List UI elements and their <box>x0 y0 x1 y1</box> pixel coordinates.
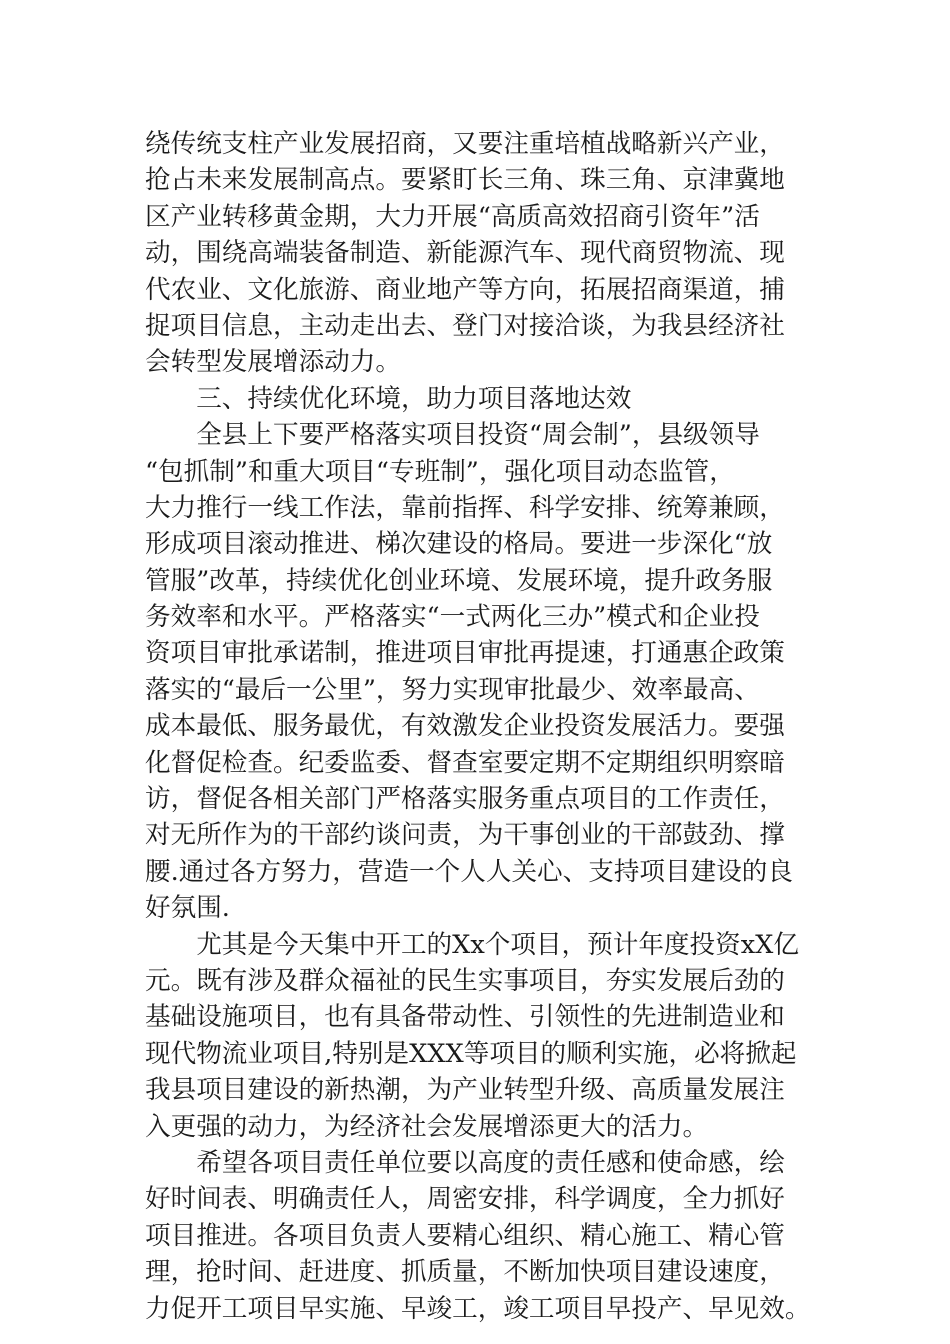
text-line: 代农业、文化旅游、商业地产等方向，拓展招商渠道，捕 <box>145 274 785 305</box>
text-line: 好时间表、明确责任人，周密安排，科学调度，全力抓好 <box>145 1184 785 1215</box>
text-line: 理，抢时间、赶进度、抓质量，不断加快项目建设速度， <box>145 1257 785 1288</box>
text-line: 管服”改革，持续优化创业环境、发展环境，提升政务服 <box>145 565 773 596</box>
text-line: 基础设施项目，也有具备带动性、引领性的先进制造业和 <box>145 1002 785 1033</box>
text-line: 落实的“最后一公里”，努力实现审批最少、效率最高、 <box>145 674 760 705</box>
text-line: 项目推进。各项目负责人要精心组织、精心施工、精心管 <box>145 1220 785 1251</box>
text-line: 成本最低、服务最优，有效激发企业投资发展活力。要强 <box>145 711 785 742</box>
text-line: 大力推行一线工作法，靠前指挥、科学安排、统筹兼顾， <box>145 492 785 523</box>
text-line: 我县项目建设的新热潮，为产业转型升级、高质量发展注 <box>145 1075 785 1106</box>
text-line: 尤其是今天集中开工的Xx个项目，预计年度投资xX亿 <box>145 929 799 960</box>
text-line: 全县上下要严格落实项目投资“周会制”，县级领导 <box>145 420 760 451</box>
text-line: “包抓制”和重大项目“专班制”，强化项目动态监管， <box>145 456 735 487</box>
text-line: 抢占未来发展制高点。要紧盯长三角、珠三角、京津冀地 <box>145 165 785 196</box>
text-line: 会转型发展增添动力。 <box>145 347 401 378</box>
text-line: 捉项目信息，主动走出去、登门对接洽谈，为我县经济社 <box>145 310 785 341</box>
text-line: 腰.通过各方努力，营造一个人人关心、支持项目建设的良 <box>145 856 793 887</box>
text-line: 形成项目滚动推进、梯次建设的格局。要进一步深化“放 <box>145 529 773 560</box>
section-heading: 三、持续优化环境，助力项目落地达效 <box>145 383 632 414</box>
text-line: 元。既有涉及群众福祉的民生实事项目，夯实发展后劲的 <box>145 965 785 996</box>
text-line: 资项目审批承诺制，推进项目审批再提速，打通惠企政策 <box>145 638 785 669</box>
document-body <box>145 126 815 1327</box>
text-line: 访，督促各相关部门严格落实服务重点项目的工作责任， <box>145 784 785 815</box>
text-line: 力促开工项目早实施、早竣工，竣工项目早投产、早见效。 <box>145 1293 811 1324</box>
text-line: 绕传统支柱产业发展招商，又要注重培植战略新兴产业， <box>145 129 785 159</box>
text-line: 现代物流业项目,特别是XXX等项目的顺利实施，必将掀起 <box>145 1038 797 1069</box>
text-line: 动，围绕高端装备制造、新能源汽车、现代商贸物流、现 <box>145 238 785 269</box>
text-line: 化督促检查。纪委监委、督查室要定期不定期组织明察暗 <box>145 747 785 778</box>
text-line: 区产业转移黄金期，大力开展“高质高效招商引资年”活 <box>145 201 760 232</box>
text-line: 务效率和水平。严格落实“一式两化三办”模式和企业投 <box>145 602 760 633</box>
text-line: 对无所作为的干部约谈问责，为干事创业的干部鼓劲、撑 <box>145 820 785 851</box>
text-line: 入更强的动力，为经济社会发展增添更大的活力。 <box>145 1111 709 1142</box>
text-line: 好氛围. <box>145 893 230 924</box>
text-line: 希望各项目责任单位要以高度的责任感和使命感，绘 <box>145 1147 785 1178</box>
